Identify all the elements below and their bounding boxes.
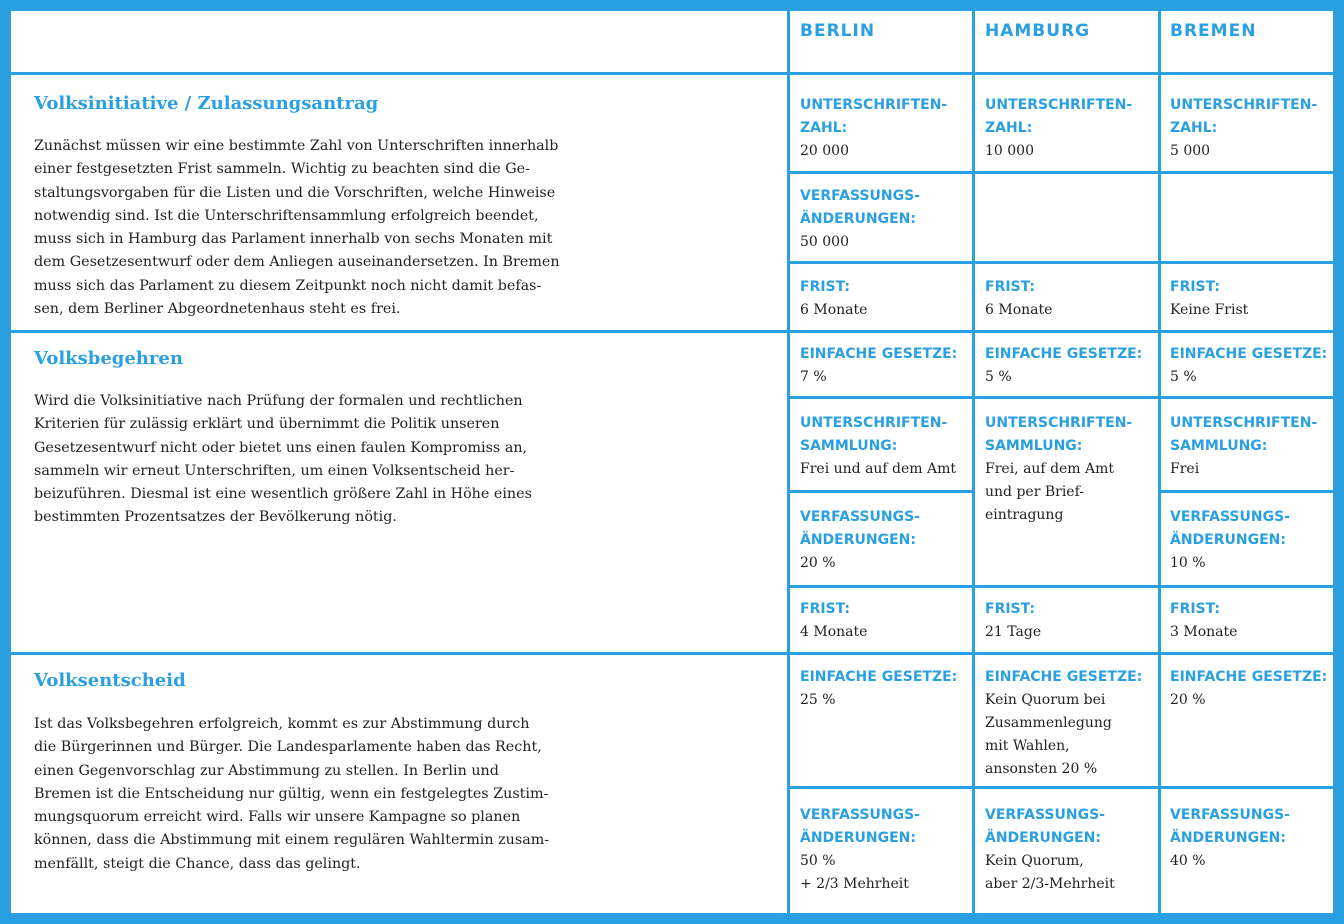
cell-label: VERFASSUNGS- ÄNDERUNGEN: (800, 807, 920, 846)
section-text: Zunächst müssen wir eine bestimmte Zahl von Unterschriften innerhalb einer festgesetzten Frist sammeln. Wichtig zu beachten sind die Ge- staltungsvorgaben für die Listen und die Vorschriften, welche Hinweise notwendig sind. Ist die Unterschriftensammlung erfolgreich beendet, muss sich in Hamburg das Parlament innerhalb von sechs Monaten mit dem Gesetzesentwurf oder dem Anliegen auseinandersetzen. In Bremen muss sich das Parlament zu diesem Zeitpunkt noch nicht damit befas- sen, dem Berliner Abgeordnetenhaus steht es frei. (34, 138, 560, 318)
cell-value: 3 Monate (1170, 624, 1238, 640)
beg-simple-laws-berlin (790, 333, 972, 396)
init-signatures-bremen (1161, 75, 1333, 171)
section-title: Volksentscheid (34, 670, 186, 691)
cell-value: 20 000 (800, 143, 849, 159)
cell-value: 10 % (1170, 555, 1206, 571)
cell-label: FRIST: (800, 279, 851, 295)
beg-simple-laws-hamburg (975, 333, 1158, 396)
cell-label: UNTERSCHRIFTEN- ZAHL: (800, 97, 948, 136)
cell-label: UNTERSCHRIFTEN- SAMMLUNG: (800, 415, 948, 454)
cell-label: EINFACHE GESETZE: (985, 669, 1143, 685)
cell-value: 4 Monate (800, 624, 868, 640)
section-text: Wird die Volksinitiative nach Prüfung der formalen und rechtlichen Kriterien für zulässig erklärt und übernimmt die Politik unseren Gesetzesentwurf nicht oder bietet uns einen faulen Kompromiss an, sammeln wir erneut Unterschriften, um einen Volksentscheid her- beizuführen. Diesmal ist eine wesentlich größere Zahl in Höhe eines bestimmten Prozentsatzes der Bevölkerung nötig. (34, 393, 532, 526)
column-header-bremen: BREMEN (1170, 21, 1257, 41)
cell-label: FRIST: (800, 601, 851, 617)
cell-label: EINFACHE GESETZE: (985, 346, 1143, 362)
cell-value: 20 % (800, 555, 836, 571)
beg-collection-berlin (790, 399, 972, 490)
cell-value: 6 Monate (800, 302, 868, 318)
beg-constitutional-berlin (790, 493, 972, 585)
cell-label: FRIST: (1170, 601, 1221, 617)
cell-value: 7 % (800, 369, 827, 385)
init-signatures-berlin (790, 75, 972, 171)
cell-value: Kein Quorum bei Zusammenlegung mit Wahlen, ansonsten 20 % (985, 692, 1112, 777)
cell-value: 10 000 (985, 143, 1034, 159)
cell-label: EINFACHE GESETZE: (1170, 669, 1328, 685)
cell-value: Kein Quorum, aber 2/3-Mehrheit (985, 853, 1115, 892)
cell-value: 6 Monate (985, 302, 1053, 318)
cell-value: 5 000 (1170, 143, 1211, 159)
ent-constitutional-bremen (1161, 789, 1333, 913)
beg-deadline-bremen (1161, 588, 1333, 652)
cell-label: EINFACHE GESETZE: (800, 346, 958, 362)
beg-collection-bremen (1161, 399, 1333, 490)
section-title: Volksbegehren (34, 348, 183, 369)
init-deadline-berlin (790, 264, 972, 330)
cell-label: VERFASSUNGS- ÄNDERUNGEN: (800, 188, 920, 227)
section-volksinitiative (11, 75, 787, 330)
cell-value: Frei, auf dem Amt und per Brief- eintragung (985, 461, 1115, 523)
beg-constitutional-bremen (1161, 493, 1333, 585)
header-cell-bremen (1161, 11, 1333, 72)
cell-label: FRIST: (985, 601, 1036, 617)
cell-value: Keine Frist (1170, 302, 1249, 318)
ent-simple-laws-hamburg (975, 655, 1158, 786)
cell-label: VERFASSUNGS- ÄNDERUNGEN: (1170, 807, 1290, 846)
init-constitutional-hamburg-empty (975, 174, 1158, 261)
ent-constitutional-hamburg (975, 789, 1158, 913)
section-title: Volksinitiative / Zulassungsantrag (34, 93, 379, 114)
section-volksentscheid (11, 655, 787, 913)
header-empty-cell (11, 11, 787, 72)
beg-deadline-hamburg (975, 588, 1158, 652)
cell-label: EINFACHE GESETZE: (800, 669, 958, 685)
column-header-hamburg: HAMBURG (985, 21, 1091, 41)
cell-value: 21 Tage (985, 624, 1042, 640)
cell-value: 40 % (1170, 853, 1206, 869)
cell-label: UNTERSCHRIFTEN- SAMMLUNG: (1170, 415, 1318, 454)
cell-value: 5 % (1170, 369, 1197, 385)
cell-value: 50 % + 2/3 Mehrheit (800, 853, 909, 892)
beg-deadline-berlin (790, 588, 972, 652)
cell-label: FRIST: (1170, 279, 1221, 295)
section-volksbegehren (11, 333, 787, 652)
cell-label: EINFACHE GESETZE: (1170, 346, 1328, 362)
cell-value: 20 % (1170, 692, 1206, 708)
ent-simple-laws-berlin (790, 655, 972, 786)
cell-label: FRIST: (985, 279, 1036, 295)
init-deadline-bremen (1161, 264, 1333, 330)
header-cell-hamburg (975, 11, 1158, 72)
cell-value: Frei (1170, 461, 1200, 477)
cell-label: VERFASSUNGS- ÄNDERUNGEN: (985, 807, 1105, 846)
cell-label: VERFASSUNGS- ÄNDERUNGEN: (800, 509, 920, 548)
cell-value: Frei und auf dem Amt (800, 461, 957, 477)
ent-simple-laws-bremen (1161, 655, 1333, 786)
ent-constitutional-berlin (790, 789, 972, 913)
init-constitutional-berlin (790, 174, 972, 261)
cell-label: VERFASSUNGS- ÄNDERUNGEN: (1170, 509, 1290, 548)
cell-value: 5 % (985, 369, 1012, 385)
section-text: Ist das Volksbegehren erfolgreich, kommt es zur Abstimmung durch die Bürgerinnen und Bürger. Die Landesparlamente haben das Recht, einen Gegenvorschlag zur Abstimmung zu stellen. In Berlin und Bremen ist die Entscheidung nur gültig, wenn ein festgelegtes Zustim- mungsquorum erreicht wird. Falls wir unsere Kampagne so planen können, dass die Abstimmung mit einem regulären Wahltermin zusam- menfällt, steigt die Chance, dass das gelingt. (34, 716, 550, 872)
init-deadline-hamburg (975, 264, 1158, 330)
init-constitutional-bremen-empty (1161, 174, 1333, 261)
cell-label: UNTERSCHRIFTEN- ZAHL: (985, 97, 1133, 136)
cell-label: UNTERSCHRIFTEN- ZAHL: (1170, 97, 1318, 136)
header-cell-berlin (790, 11, 972, 72)
cell-label: UNTERSCHRIFTEN- SAMMLUNG: (985, 415, 1133, 454)
cell-value: 25 % (800, 692, 836, 708)
beg-simple-laws-bremen (1161, 333, 1333, 396)
column-header-berlin: BERLIN (800, 21, 876, 41)
beg-collection-hamburg (975, 399, 1158, 585)
init-signatures-hamburg (975, 75, 1158, 171)
cell-value: 50 000 (800, 234, 849, 250)
